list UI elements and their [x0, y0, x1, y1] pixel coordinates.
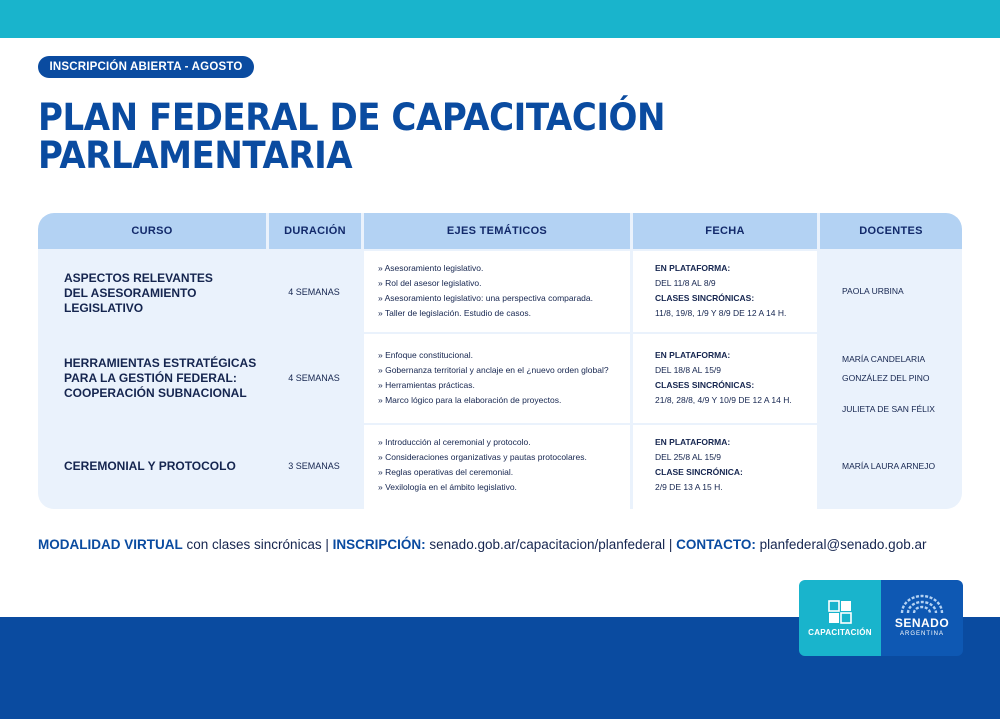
- course-line: HERRAMIENTAS ESTRATÉGICAS: [64, 356, 257, 370]
- table-row: [38, 425, 962, 509]
- table-row: [38, 251, 962, 332]
- contact-email-link[interactable]: planfederal@senado.gob.ar: [759, 537, 927, 552]
- date-value: DEL 11/8 AL 8/9: [655, 278, 716, 288]
- teacher-name: MARÍA LAURA ARNEJO: [842, 461, 936, 471]
- course-line: LEGISLATIVO: [64, 301, 144, 315]
- course-name: [64, 459, 236, 474]
- separator: |: [325, 537, 329, 552]
- date-label: CLASE SINCRÓNICA:: [655, 467, 743, 477]
- date-value: 11/8, 19/8, 1/9 Y 8/9 DE 12 A 14 H.: [655, 308, 787, 318]
- topic-item: » Asesoramiento legislativo: una perspectiva comparada.: [378, 293, 593, 303]
- date-label: CLASES SINCRÓNICAS:: [655, 380, 755, 390]
- page-title: [38, 96, 682, 177]
- topic-item: » Rol del asesor legislativo.: [378, 278, 482, 288]
- topic-item: » Vexilología en el ámbito legislativo.: [378, 482, 517, 492]
- teacher-name: JULIETA DE SAN FÉLIX: [842, 404, 935, 414]
- course-line: COOPERACIÓN SUBNACIONAL: [64, 386, 247, 400]
- header-ejes: EJES TEMÁTICOS: [364, 213, 630, 249]
- topic-item: » Gobernanza territorial y anclaje en el ¿nuevo orden global?: [378, 365, 609, 375]
- course-line: CEREMONIAL Y PROTOCOLO: [64, 459, 236, 473]
- topic-item: » Consideraciones organizativas y pautas protocolares.: [378, 452, 587, 462]
- teachers-block: [842, 350, 935, 419]
- mode-label: MODALIDAD VIRTUAL: [38, 537, 183, 552]
- footer-info: [38, 537, 968, 552]
- date-label: CLASES SINCRÓNICAS:: [655, 293, 755, 303]
- course-name: [64, 271, 213, 316]
- title-line-1: PLAN FEDERAL DE CAPACITACIÓN: [38, 96, 666, 139]
- topic-item: » Enfoque constitucional.: [378, 350, 473, 360]
- teacher-name: PAOLA URBINA: [842, 286, 904, 296]
- inscription-label: INSCRIPCIÓN:: [332, 537, 426, 552]
- course-line: ASPECTOS RELEVANTES: [64, 271, 213, 285]
- header-curso: CURSO: [38, 213, 266, 249]
- capacitacion-logo: [799, 580, 881, 656]
- title-line-2: PARLAMENTARIA: [38, 134, 353, 177]
- topic-item: » Herramientas prácticas.: [378, 380, 475, 390]
- header-docentes: DOCENTES: [820, 213, 962, 249]
- date-value: 2/9 DE 13 A 15 H.: [655, 482, 723, 492]
- separator: |: [668, 537, 673, 552]
- senate-dome-icon: [900, 594, 944, 614]
- mode-text: con clases sincrónicas: [186, 537, 322, 552]
- puzzle-icon: [827, 599, 853, 625]
- topic-item: » Reglas operativas del ceremonial.: [378, 467, 514, 477]
- registration-badge: INSCRIPCIÓN ABIERTA - AGOSTO: [38, 56, 254, 78]
- topics-list: [378, 261, 593, 321]
- topics-list: [378, 348, 609, 408]
- dates-block: [655, 348, 792, 408]
- teacher-name: GONZÁLEZ DEL PINO: [842, 373, 930, 383]
- table-row: [38, 334, 962, 423]
- course-table: [38, 213, 962, 509]
- topic-item: » Asesoramiento legislativo.: [378, 263, 484, 273]
- capacitacion-label: CAPACITACIÓN: [808, 628, 872, 637]
- course-duration: 4 SEMANAS: [288, 287, 340, 297]
- dates-block: [655, 261, 786, 321]
- teachers-block: [842, 457, 935, 476]
- top-band: [0, 0, 1000, 38]
- header-fecha: FECHA: [633, 213, 817, 249]
- topic-item: » Taller de legislación. Estudio de casos.: [378, 308, 531, 318]
- inscription-link[interactable]: senado.gob.ar/capacitacion/planfederal: [429, 537, 666, 552]
- teacher-spacer: [842, 388, 935, 400]
- course-line: PARA LA GESTIÓN FEDERAL:: [64, 371, 237, 385]
- date-value: DEL 18/8 AL 15/9: [655, 365, 722, 375]
- course-duration: 3 SEMANAS: [288, 461, 340, 471]
- senado-logo: [881, 580, 963, 656]
- date-label: EN PLATAFORMA:: [655, 437, 731, 447]
- topic-item: » Marco lógico para la elaboración de proyectos.: [378, 395, 562, 405]
- topic-item: » Introducción al ceremonial y protocolo.: [378, 437, 531, 447]
- date-label: EN PLATAFORMA:: [655, 350, 731, 360]
- header-duracion: DURACIÓN: [269, 213, 361, 249]
- course-name: [64, 356, 256, 401]
- date-label: EN PLATAFORMA:: [655, 263, 731, 273]
- teacher-name: MARÍA CANDELARIA: [842, 354, 926, 364]
- table-header: [38, 213, 962, 249]
- contact-label: CONTACTO:: [676, 537, 756, 552]
- dates-block: [655, 435, 743, 495]
- topics-list: [378, 435, 587, 495]
- date-value: DEL 25/8 AL 15/9: [655, 452, 722, 462]
- course-duration: 4 SEMANAS: [288, 373, 340, 383]
- course-line: DEL ASESORAMIENTO: [64, 286, 197, 300]
- teachers-block: [842, 282, 904, 301]
- date-value: 21/8, 28/8, 4/9 Y 10/9 DE 12 A 14 H.: [655, 395, 792, 405]
- senado-label: SENADO: [894, 616, 950, 630]
- argentina-label: ARGENTINA: [899, 631, 944, 637]
